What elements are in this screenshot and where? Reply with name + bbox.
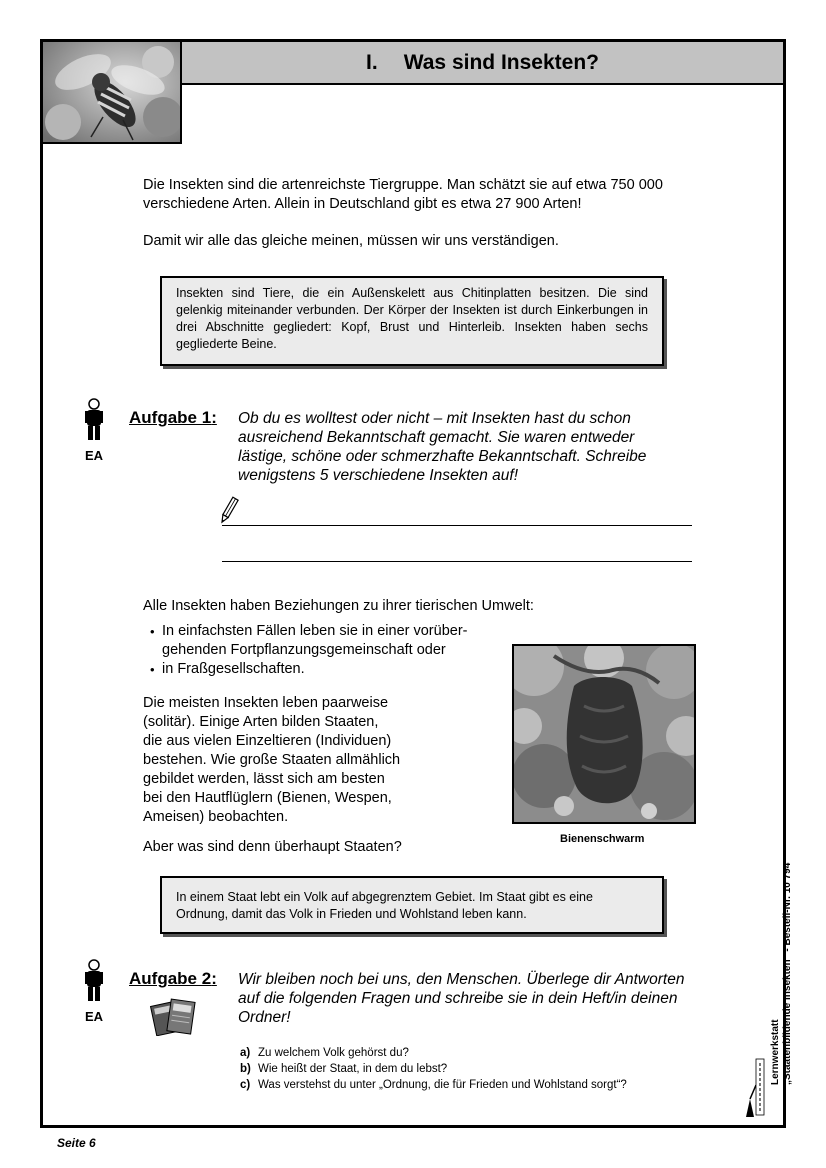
person-icon [83,398,105,442]
person-icon [83,959,105,1003]
chapter-number: I. [366,50,378,74]
list-item [150,622,467,660]
task-line: lästige, schöne oder schmerzhafte Bekanntschaft. Schreibe [238,448,647,465]
notebook-icon [147,996,199,1041]
task-line: Wir bleiben noch bei uns, den Menschen. Überlege dir Antworten [238,971,685,988]
paragraph-line: gebildet werden, lässt sich am besten [143,771,385,787]
task-label-text: Aufgabe 1 [129,408,212,427]
individual-work-badge [74,959,114,1024]
list-item-text: In einfachsten Fällen leben sie in einer vorüber- [162,623,468,639]
question-key: b) [240,1063,251,1075]
intro-paragraph-2: Damit wir alle das gleiche meinen, müssen wir uns verständigen. [143,233,559,249]
task-line: Ob du es wolltest oder nicht – mit Insekten hast du schon [238,410,631,427]
definition-text: Insekten sind Tiere, die ein Außenskelett aus Chitinplatten besitzen. Die sind gelenkig miteinander verbunden. Der Körper der Insekten ist durch Einkerbungen in drei Abschnitte gegliedert: Kopf, Brust und Hinterleib. Insekten haben sechs gegliederte Beine. [176,286,648,351]
state-definition-box [160,876,664,934]
photo-caption: Bienenschwarm [560,833,645,845]
task-line: Ordner! [238,1009,291,1026]
publisher-logo [742,1055,768,1121]
task-line: wenigstens 5 verschiedene Insekten auf! [238,467,519,484]
list-item-text: gehenden Fortpflanzungsgemeinschaft oder [162,642,446,658]
task-1-text [238,409,646,485]
question-text: Zu welchem Volk gehörst du? [258,1047,409,1059]
task-2-label [129,969,217,989]
relations-list [150,622,467,679]
ea-label: EA [84,1009,104,1024]
individual-work-badge [74,398,114,463]
answer-line[interactable] [222,561,692,562]
question-key: c) [240,1079,251,1091]
paragraph-line: die aus vielen Einzeltieren (Individuen) [143,733,392,749]
relations-paragraph [143,694,400,827]
page-title: Was sind Insekten? [403,50,599,74]
ea-label: EA [84,448,104,463]
question-text: Wie heißt der Staat, in dem du lebst? [258,1063,448,1075]
question-text: Was verstehst du unter „Ordnung, die für Frieden und Wohlstand sorgt“? [258,1079,627,1091]
task-2-text [238,970,684,1027]
sidebar-line: „Staatenbildende Insekten“ - Bestell-Nr. 10 794 [782,862,793,1085]
task-line: ausreichend Bekanntschaft gemacht. Sie waren entweder [238,429,635,446]
list-item [150,660,467,679]
task-label-text: Aufgabe 2 [129,969,212,988]
question-key: a) [240,1047,251,1059]
states-question: Aber was sind denn überhaupt Staaten? [143,839,402,855]
question-item [240,1077,627,1093]
question-item [240,1045,627,1061]
sidebar-credits [770,863,794,1085]
answer-line[interactable] [222,525,692,526]
paragraph-line: bei den Hautflüglern (Bienen, Wespen, [143,790,392,806]
paragraph-line: Die meisten Insekten leben paarweise [143,695,389,711]
paragraph-line: (solitär). Einige Arten bilden Staaten, [143,714,379,730]
task-line: auf die folgenden Fragen und schreibe sie in dein Heft/in deinen [238,990,678,1007]
relations-intro: Alle Insekten haben Beziehungen zu ihrer tierischen Umwelt: [143,598,534,614]
sidebar-line: Lernwerkstatt [770,1019,781,1085]
question-list [240,1045,627,1093]
definition-box [160,276,664,366]
paragraph-line: bestehen. Wie große Staaten allmählich [143,752,401,768]
intro-paragraph [143,176,663,214]
title-bar [182,42,783,85]
task-label-colon: : [211,969,217,988]
task-label-colon: : [211,408,217,427]
question-item [240,1061,627,1077]
bee-swarm-photo [512,644,696,824]
state-box-line: Ordnung, damit das Volk in Frieden und Wohlstand leben kann. [176,907,527,921]
insect-photo [43,42,182,144]
paragraph-line: Ameisen) beobachten. [143,809,289,825]
list-item-text: in Fraßgesellschaften. [162,661,305,677]
task-1-label [129,408,217,428]
page-number: Seite 6 [57,1136,96,1150]
intro-line: verschiedene Arten. Allein in Deutschland gibt es etwa 27 900 Arten! [143,196,582,212]
intro-line: Die Insekten sind die artenreichste Tiergruppe. Man schätzt sie auf etwa 750 000 [143,177,663,193]
state-box-line: In einem Staat lebt ein Volk auf abgegrenztem Gebiet. Im Staat gibt es eine [176,890,593,904]
